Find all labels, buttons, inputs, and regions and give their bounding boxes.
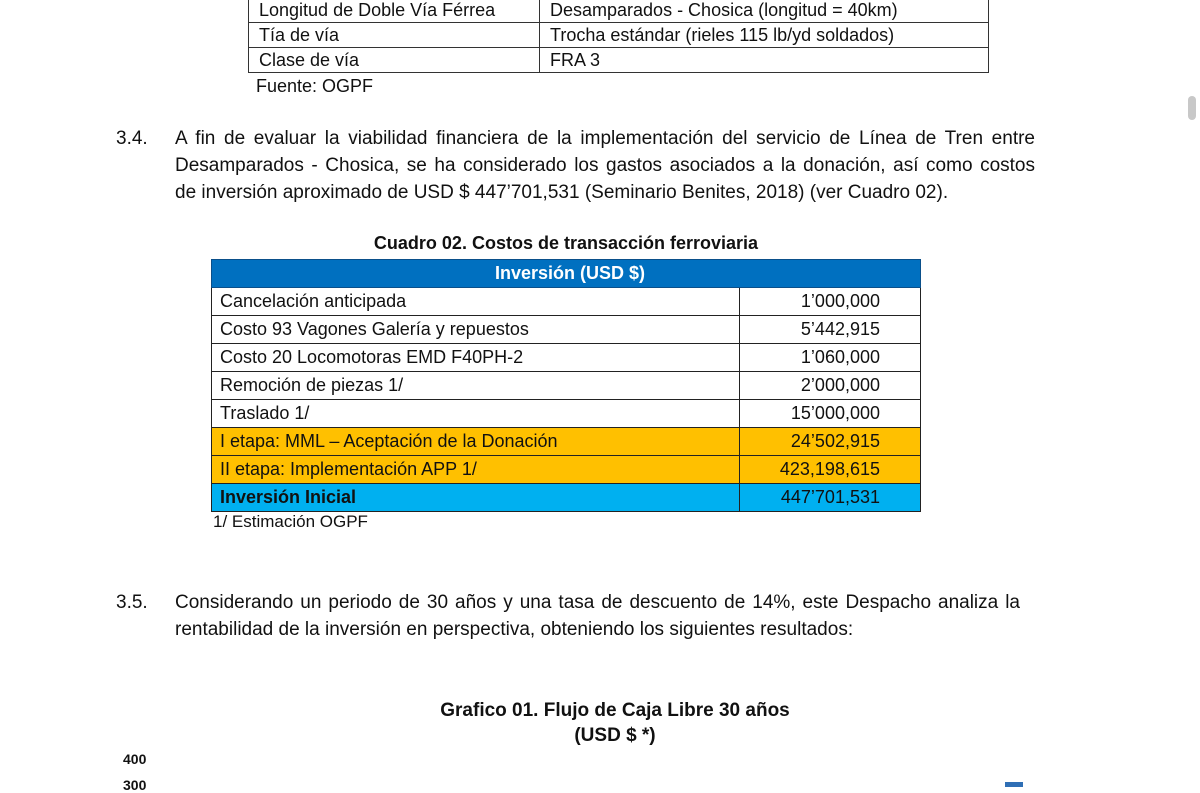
table-row	[249, 48, 989, 73]
table-row-stage	[212, 428, 921, 456]
y-tick-label: 400	[123, 751, 147, 767]
table-row	[212, 400, 921, 428]
spec-value: FRA 3	[540, 48, 989, 73]
specs-table	[248, 0, 989, 73]
cost-value: 1’000,000	[740, 288, 921, 316]
spec-value: Desamparados - Chosica (longitud = 40km)	[540, 0, 989, 23]
cost-label: Inversión Inicial	[212, 484, 740, 512]
table-row	[249, 0, 989, 23]
cost-label: Cancelación anticipada	[212, 288, 740, 316]
cost-value: 15’000,000	[740, 400, 921, 428]
cost-label: Costo 93 Vagones Galería y repuestos	[212, 316, 740, 344]
paragraph-number: 3.5.	[116, 592, 148, 613]
table-source: Fuente: OGPF	[256, 76, 374, 96]
chart-title-line: Grafico 01. Flujo de Caja Libre 30 años	[440, 700, 790, 721]
table-title: Cuadro 02. Costos de transacción ferroviaria	[373, 233, 759, 253]
table-row-total	[212, 484, 921, 512]
cost-label: Remoción de piezas 1/	[212, 372, 740, 400]
cost-value: 24’502,915	[740, 428, 921, 456]
y-tick-label: 300	[123, 777, 147, 793]
table-row	[249, 23, 989, 48]
spec-label: Longitud de Doble Vía Férrea	[249, 0, 540, 23]
chart-title	[380, 698, 850, 748]
cost-label: II etapa: Implementación APP 1/	[212, 456, 740, 484]
table-row	[212, 288, 921, 316]
paragraph-line: Desamparados - Chosica, se ha considerado los gastos asociados a la donación, así como costos	[175, 155, 1035, 176]
cost-value: 447’701,531	[740, 484, 921, 512]
paragraph-line: de inversión aproximado de USD $ 447’701,531 (Seminario Benites, 2018) (ver Cuadro 02).	[175, 182, 949, 203]
table-row-stage	[212, 456, 921, 484]
table-row	[212, 316, 921, 344]
table-row	[212, 344, 921, 372]
cost-label: Costo 20 Locomotoras EMD F40PH-2	[212, 344, 740, 372]
table-note: 1/ Estimación OGPF	[213, 512, 368, 531]
spec-label: Clase de vía	[249, 48, 540, 73]
cost-value: 1’060,000	[740, 344, 921, 372]
paragraph-line: A fin de evaluar la viabilidad financiera de la implementación del servicio de Línea de Tren entre	[175, 128, 1035, 149]
legend-swatch	[1005, 782, 1023, 787]
table-row	[212, 372, 921, 400]
paragraph-3-4	[175, 125, 1035, 206]
table-header-row	[212, 260, 921, 288]
paragraph-3-5	[175, 589, 1020, 643]
paragraph-line: Considerando un periodo de 30 años y una tasa de descuento de 14%, este Despacho analiza la	[175, 592, 1020, 613]
cost-value: 423,198,615	[740, 456, 921, 484]
spec-label: Tía de vía	[249, 23, 540, 48]
scrollbar-thumb[interactable]	[1188, 96, 1196, 120]
table-header: Inversión (USD $)	[212, 260, 921, 288]
cost-label: Traslado 1/	[212, 400, 740, 428]
cost-value: 5’442,915	[740, 316, 921, 344]
paragraph-number: 3.4.	[116, 128, 148, 149]
spec-value: Trocha estándar (rieles 115 lb/yd soldados)	[540, 23, 989, 48]
cost-label: I etapa: MML – Aceptación de la Donación	[212, 428, 740, 456]
cost-value: 2’000,000	[740, 372, 921, 400]
chart-title-line: (USD $ *)	[574, 725, 656, 746]
cost-table	[211, 259, 921, 512]
paragraph-line: rentabilidad de la inversión en perspectiva, obteniendo los siguientes resultados:	[175, 619, 854, 640]
